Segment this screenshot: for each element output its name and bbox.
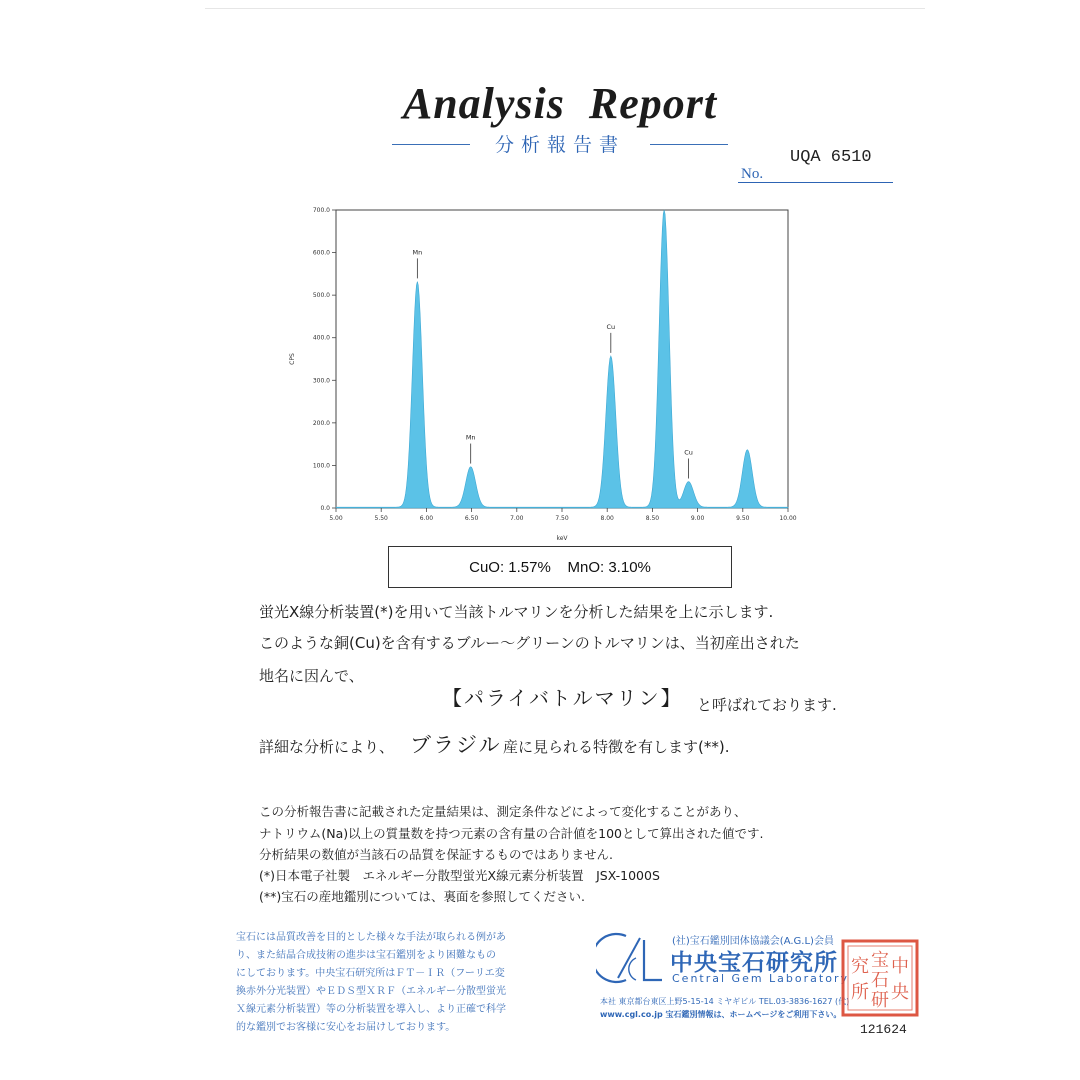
plot-frame — [336, 210, 788, 508]
body-line-3: 地名に因んで、 — [259, 667, 364, 685]
x-tick-label: 10.00 — [779, 515, 797, 522]
laboratory-address: 本社 東京都台東区上野5-15-14 ミヤギビル TEL.03-3836-1627 (代) — [600, 997, 850, 1006]
top-edge-rule — [205, 8, 925, 9]
note-line-1: この分析報告書に記載された定量結果は、測定条件などによって変化することがあり、 — [259, 804, 747, 819]
footer-note-line-1: 宝石には品質改善を目的とした様々な手法が取られる例があ — [236, 932, 506, 943]
xrf-spectrum-chart — [280, 200, 800, 550]
seal-character: 中 — [891, 956, 909, 977]
laboratory-seal-stamp — [840, 938, 920, 1018]
report-title: Analysis Report — [402, 79, 718, 128]
x-tick-label: 6.50 — [464, 515, 479, 522]
y-tick-label: 600.0 — [312, 249, 330, 257]
footer-note-line-2: り、また結晶合成技術の進歩は宝石鑑別をより困難なもの — [236, 950, 496, 961]
x-tick-label: 7.50 — [555, 515, 569, 522]
y-axis-label: CPS — [289, 353, 296, 365]
y-tick-label: 700.0 — [312, 207, 330, 214]
x-axis-label: keV — [556, 535, 568, 542]
footer-note-line-6: 的な鑑別でお客様に安心をお届けしております。 — [236, 1022, 456, 1033]
x-tick-label: 9.00 — [690, 515, 705, 522]
laboratory-name-jp: 中央宝石研究所 — [670, 950, 838, 976]
seal-character: 究 — [851, 956, 869, 977]
note-line-5: (**)宝石の産地鑑別については、裏面を参照してください. — [259, 889, 585, 904]
association-membership: (社)宝石鑑別団体協議会(A.G.L)会員 — [672, 936, 834, 947]
seal-character: 宝 — [871, 950, 889, 971]
serial-number: 121624 — [860, 1022, 907, 1037]
body-line-1: 蛍光X線分析装置(*)を用いて当該トルマリンを分析した結果を上に示します. — [259, 603, 774, 621]
y-tick-label: 0.0 — [320, 505, 330, 512]
peak-label: Mn — [465, 433, 476, 442]
laboratory-website: www.cgl.co.jp 宝石鑑別情報は、ホームページをご利用下さい。 — [600, 1010, 842, 1019]
report-number-label: No. — [741, 166, 764, 182]
y-axis-ticks — [313, 207, 336, 512]
seal-character: 所 — [851, 982, 869, 1003]
footer-note-line-5: Ｘ線元素分析装置）等の分析装置を導入し、より正確で科学 — [236, 1004, 506, 1015]
report-number-value: UQA 6510 — [790, 148, 872, 167]
y-tick-label: 100.0 — [312, 462, 330, 470]
body-line-5-prefix: 詳細な分析により、 — [259, 738, 395, 756]
x-tick-label: 5.50 — [374, 515, 388, 522]
y-tick-label: 400.0 — [312, 334, 330, 342]
x-tick-label: 7.00 — [510, 515, 524, 522]
y-tick-label: 200.0 — [312, 419, 330, 427]
note-line-2: ナトリウム(Na)以上の質量数を持つ元素の含有量の合計値を100として算出された値です. — [259, 826, 764, 841]
peak-labels — [412, 248, 692, 478]
x-tick-label: 6.00 — [419, 515, 434, 522]
y-tick-label: 500.0 — [312, 292, 330, 300]
footer-note-line-4: 換赤外分光装置）やＥＤＳ型ＸＲＦ（エネルギー分散型蛍光 — [236, 986, 506, 997]
laboratory-name-en: Central Gem Laboratory — [672, 972, 849, 985]
x-tick-label: 8.50 — [645, 515, 660, 522]
x-tick-label: 8.00 — [600, 515, 614, 522]
x-tick-label: 9.50 — [736, 515, 750, 522]
subtitle-rule-left — [392, 144, 470, 145]
note-line-4: (*)日本電子社製 エネルギー分散型蛍光X線元素分析装置 JSX-1000S — [259, 868, 660, 883]
footer-note-line-3: にしております。中央宝石研究所はＦＴ－ＩＲ（フーリエ変 — [236, 968, 505, 979]
x-tick-label: 5.00 — [329, 515, 343, 522]
y-tick-label: 300.0 — [312, 377, 330, 385]
seal-character: 石 — [871, 970, 889, 991]
variety-name: 【パライバトルマリン】 — [442, 686, 683, 710]
origin-name: ブラジル — [410, 733, 502, 757]
note-line-3: 分析結果の数値が当該石の品質を保証するものではありません. — [259, 847, 613, 862]
composition-result-box — [388, 546, 732, 588]
peak-label: Cu — [606, 322, 616, 331]
peak-label: Cu — [684, 448, 693, 457]
body-line-5-suffix: 産に見られる特徴を有します(**). — [503, 738, 730, 756]
mno-value: MnO: 3.10% — [567, 558, 651, 576]
seal-character: 央 — [891, 982, 909, 1003]
subtitle-rule-right — [650, 144, 728, 145]
spectrum-area — [336, 210, 788, 508]
cgl-logo-icon — [596, 928, 668, 988]
result-separator — [551, 559, 568, 576]
body-line-4: と呼ばれております. — [697, 696, 837, 714]
report-number-underline — [738, 182, 893, 183]
cuo-value: CuO: 1.57% — [469, 558, 551, 576]
x-axis-ticks — [329, 508, 796, 522]
peak-label: Mn — [412, 248, 423, 257]
report-subtitle: 分析報告書 — [494, 134, 625, 156]
body-line-2: このような銅(Cu)を含有するブルー～グリーンのトルマリンは、当初産出された — [259, 634, 800, 652]
seal-character: 研 — [871, 990, 889, 1011]
